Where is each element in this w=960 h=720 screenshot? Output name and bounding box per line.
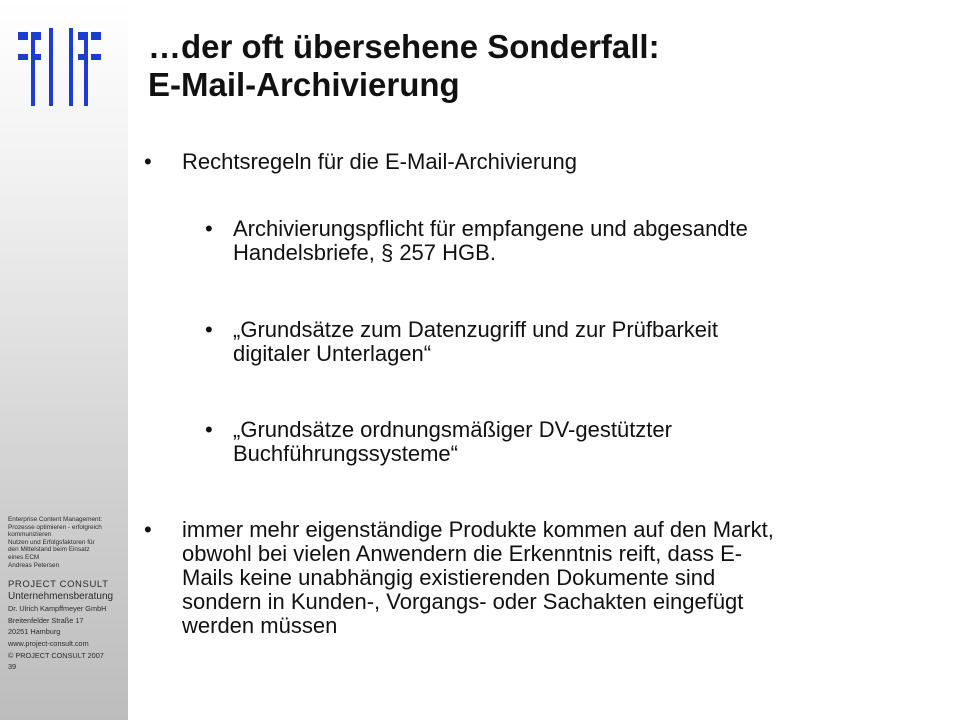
bullet-marker: • bbox=[205, 317, 213, 342]
bullet-text: Rechtsregeln für die E-Mail-Archivierung bbox=[182, 149, 577, 174]
bullet-marker: • bbox=[144, 149, 152, 174]
bullet-text: Handelsbriefe, § 257 HGB. bbox=[233, 240, 496, 265]
bullet-text: „Grundsätze ordnungsmäßiger DV-gestützter bbox=[233, 417, 672, 442]
bullet-marker: • bbox=[144, 517, 152, 542]
project-consult-logo-icon bbox=[18, 28, 106, 106]
brand-subtitle: Unternehmensberatung bbox=[8, 591, 114, 603]
brand-name: PROJECT CONSULT bbox=[8, 579, 109, 591]
address-line: Breitenfelder Straße 17 bbox=[8, 615, 84, 625]
bullet-marker: • bbox=[205, 216, 213, 241]
slide-title bbox=[148, 28, 938, 104]
bullet-text: Archivierungspflicht für empfangene und abgesandte bbox=[233, 216, 748, 241]
bullet-text: sondern in Kunden-, Vorgangs- oder Sachakten eingefügt bbox=[182, 589, 744, 614]
title-line: …der oft übersehene Sonderfall: bbox=[148, 28, 660, 65]
title-line: E-Mail-Archivierung bbox=[148, 66, 460, 103]
address-line: 20251 Hamburg bbox=[8, 627, 61, 637]
bullet-text: werden müssen bbox=[182, 613, 338, 638]
bullet-text: „Grundsätze zum Datenzugriff und zur Prüfbarkeit bbox=[233, 317, 719, 342]
website-url: www.project-consult.com bbox=[8, 638, 89, 648]
topic-line: Nutzen und Erfolgsfaktoren für bbox=[8, 538, 95, 546]
sidebar-info bbox=[8, 516, 126, 673]
bullet-text: immer mehr eigenständige Produkte kommen auf den Markt, bbox=[182, 517, 774, 542]
author-name: Andreas Petersen bbox=[8, 561, 60, 569]
topic-line: Prozesse optimieren - erfolgreich bbox=[8, 523, 102, 531]
copyright: © PROJECT CONSULT 2007 bbox=[8, 650, 104, 660]
bullet-text: obwohl bei vielen Anwendern die Erkenntnis reift, dass E- bbox=[182, 541, 743, 566]
bullet-text: Mails keine unabhängig existierenden Dokumente sind bbox=[182, 565, 716, 590]
page-number: 39 bbox=[8, 662, 17, 672]
topic-line: kommunizieren bbox=[8, 531, 52, 539]
sidebar bbox=[0, 0, 128, 720]
topic-line: eines ECM bbox=[8, 553, 40, 561]
topic-line: Enterprise Content Management: bbox=[8, 516, 103, 523]
address-line: Dr. Ulrich Kampffmeyer GmbH bbox=[8, 604, 107, 614]
bullet-marker: • bbox=[205, 417, 213, 442]
bullet-text: digitaler Unterlagen“ bbox=[233, 341, 432, 366]
topic-line: den Mittelstand beim Einsatz bbox=[8, 546, 90, 554]
bullet-text: Buchführungssysteme“ bbox=[233, 441, 458, 466]
